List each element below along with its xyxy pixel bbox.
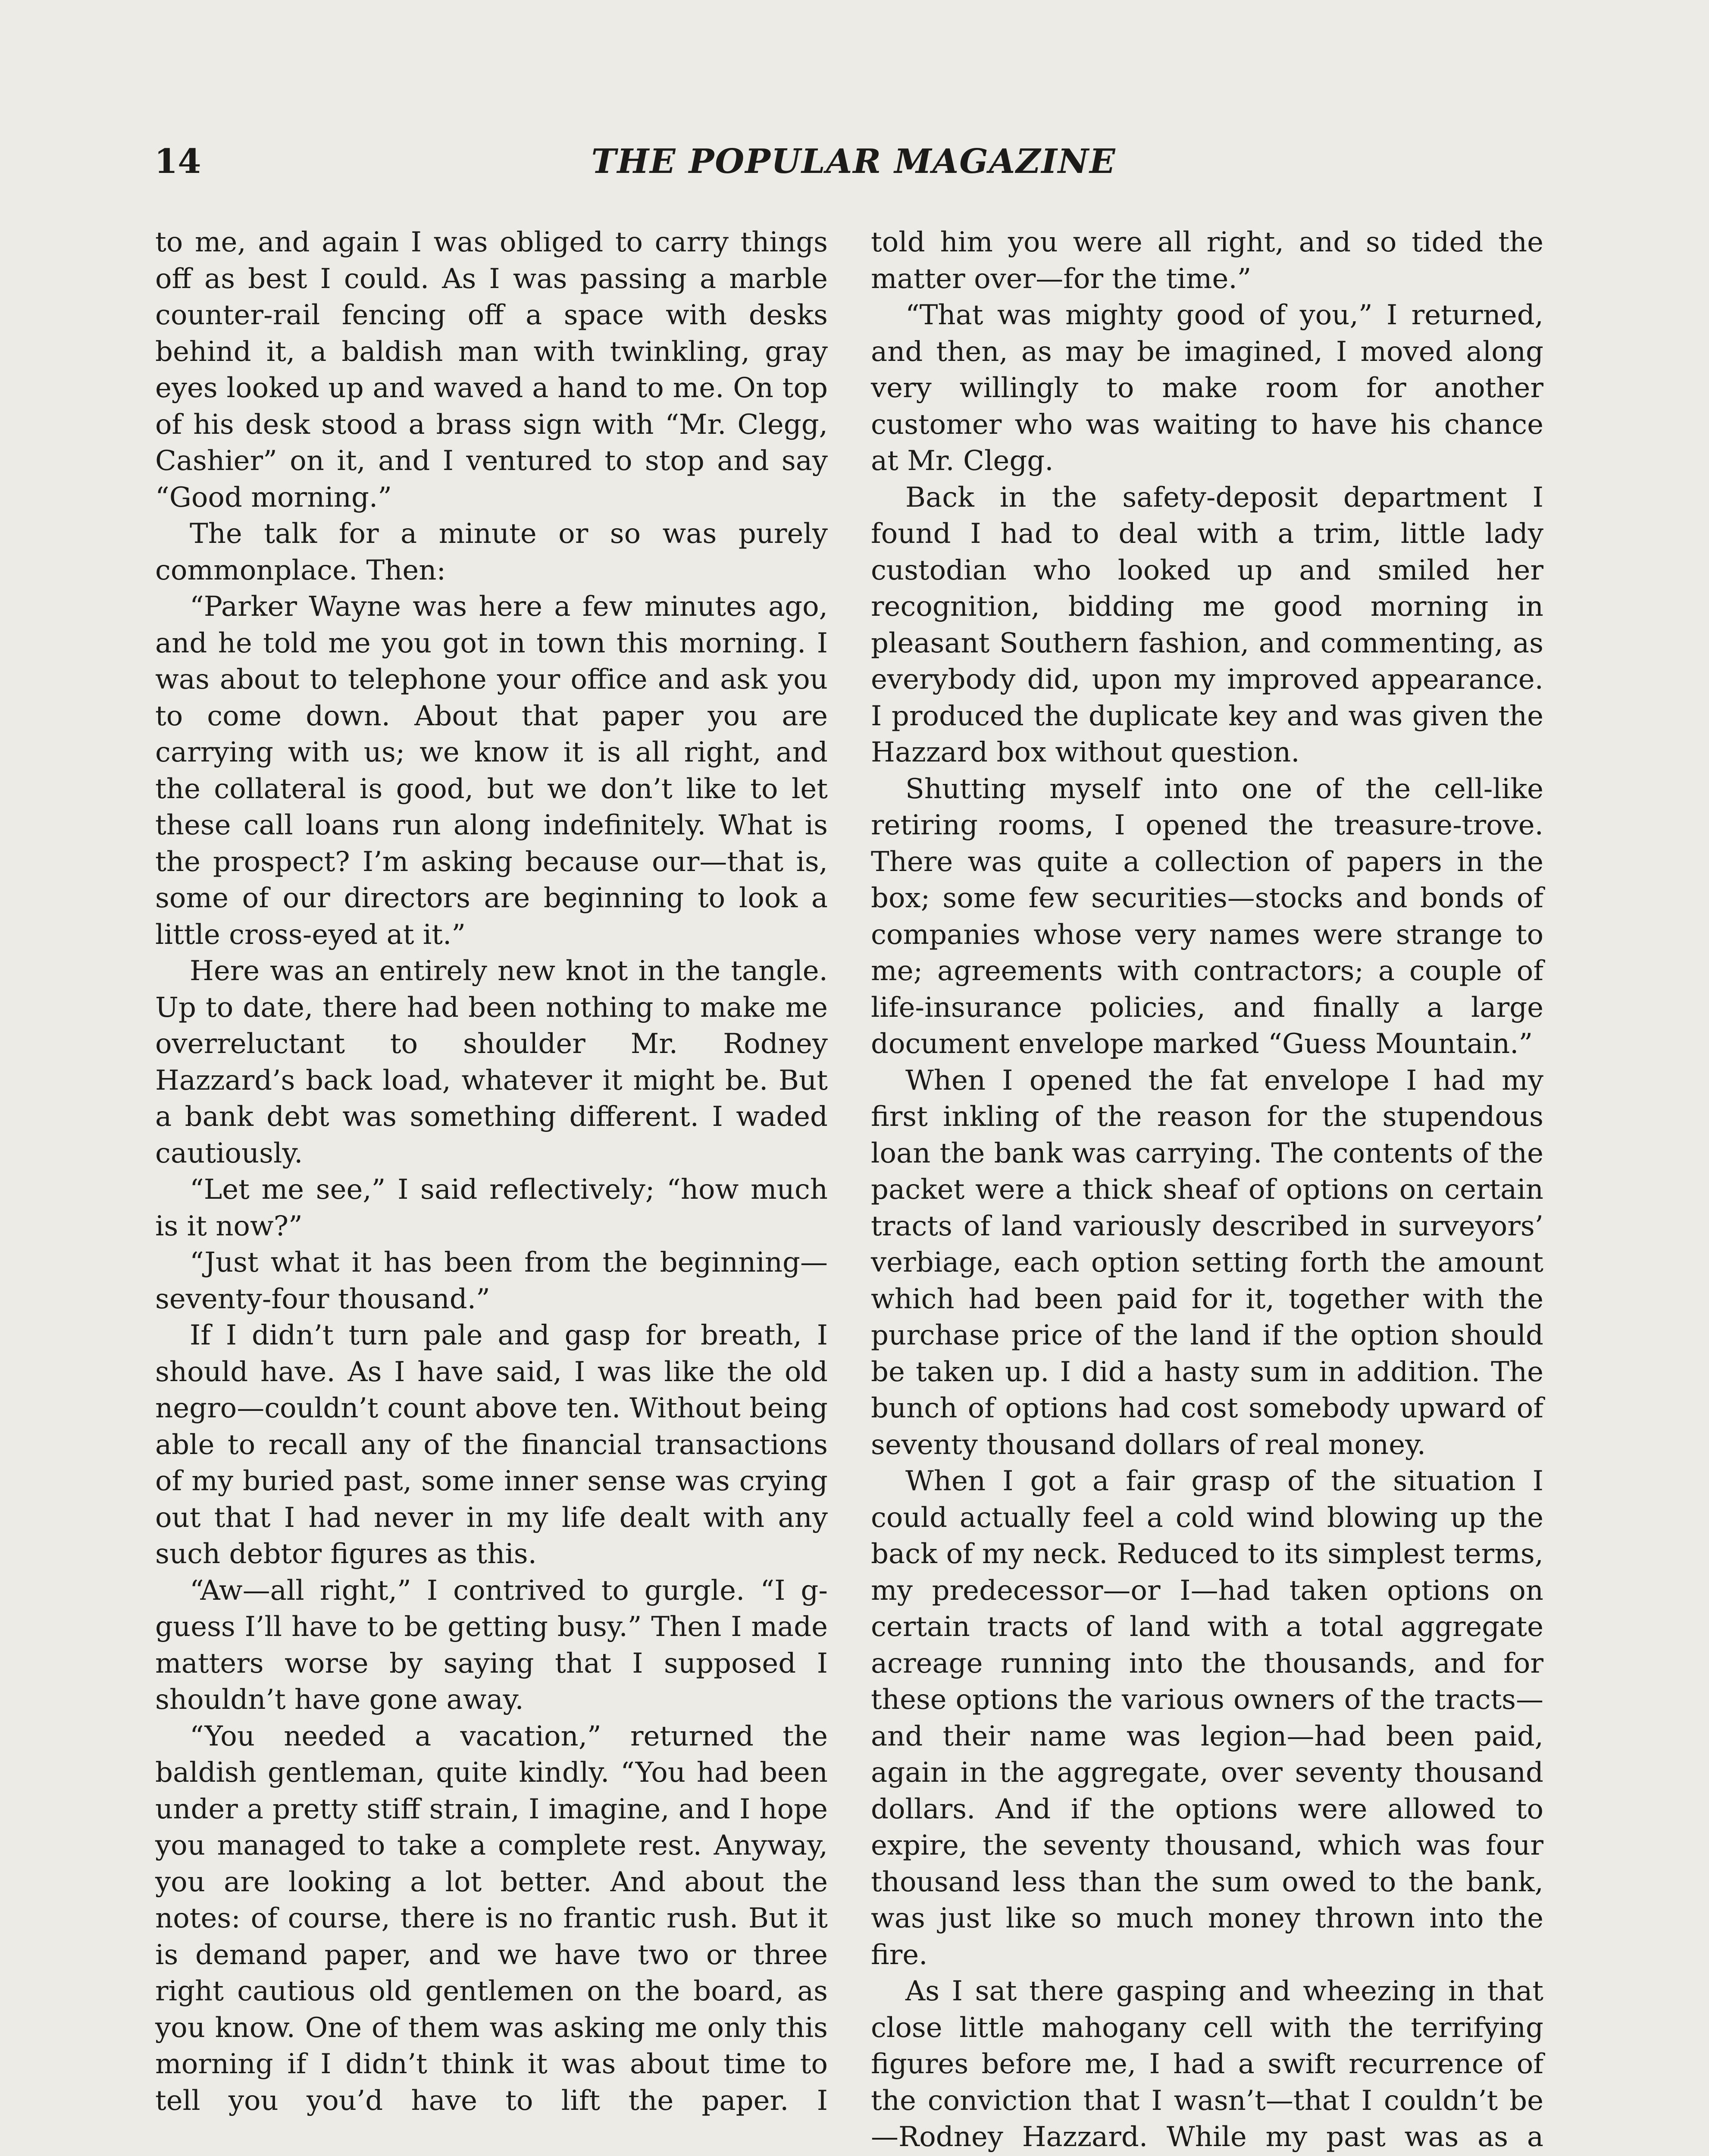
paragraph: If I didn’t turn pale and gasp for breath, I should have. As I have said, I was like the old negro—couldn’t count above ten. Without being able to recall any of the financial transactions of my buried past, some inner sense was crying out that I had never in my life dealt with any such debtor figures as this.: [155, 1319, 828, 1570]
paragraph: “That was mighty good of you,” I returned, and then, as may be imagined, I moved along very willingly to make room for another customer who was waiting to have his chance at Mr. Clegg.: [871, 299, 1543, 477]
paragraph: As I sat there gasping and wheezing in that close little mahogany cell with the terrifying figures before me, I had a swift recurrence of the conviction that I wasn’t—that I couldn’t be—Rodney Hazzard. While my past was as a: [871, 1975, 1543, 2153]
paragraph: The talk for a minute or so was purely commonplace. Then:: [155, 518, 828, 586]
paragraph: “Let me see,” I said reflectively; “how much is it now?”: [155, 1174, 828, 1242]
right-column: [871, 224, 1543, 2156]
paragraph: told him you were all right, and so tided the matter over—for the time.”: [871, 226, 1543, 295]
left-column: [155, 224, 828, 2119]
paragraph: “Aw—all right,” I contrived to gurgle. “I g-guess I’ll have to be getting busy.” Then I made matters worse by saying that I supposed I shouldn’t have gone away.: [155, 1574, 828, 1716]
running-head: THE POPULAR MAGAZINE: [591, 142, 1116, 181]
paragraph: When I opened the fat envelope I had my first inkling of the reason for the stupendous loan the bank was carrying. The contents of the packet were a thick sheaf of options on certain tracts of land variously described in surveyors’ verbiage, each option setting forth the amount which had been paid for it, together with the purchase price of the land if the option should be taken up. I did a hasty sum in addition. The bunch of options had cost somebody upward of seventy thousand dollars of real money.: [871, 1064, 1543, 1461]
paragraph: Back in the safety-deposit department I found I had to deal with a trim, little lady custodian who looked up and smiled her recognition, bidding me good morning in pleasant Southern fashion, and commenting, as everybody did, upon my improved appearance. I produced the duplicate key and was given the Hazzard box without question.: [871, 481, 1543, 768]
paragraph: “Parker Wayne was here a few minutes ago, and he told me you got in town this morning. I was about to telephone your office and ask you to come down. About that paper you are carrying with us; we know it is all right, and the collateral is good, but we don’t like to let these call loans run along indefinitely. What is the prospect? I’m asking because our—that is, some of our directors are beginning to look a little cross-eyed at it.”: [155, 591, 828, 951]
paragraph: When I got a fair grasp of the situation I could actually feel a cold wind blowing up the back of my neck. Reduced to its simplest terms, my predecessor—or I—had taken options on certain tracts of land with a total aggregate acreage running into the thousands, and for these options the various owners of the tracts—and their name was legion—had been paid, again in the aggregate, over seventy thousand dollars. And if the options were allowed to expire, the seventy thousand, which was four thousand less than the sum owed to the bank, was just like so much money thrown into the fire.: [871, 1465, 1543, 1971]
paragraph: Shutting myself into one of the cell-like retiring rooms, I opened the treasure-trove. There was quite a collection of papers in the box; some few securities—stocks and bonds of companies whose very names were strange to me; agreements with contractors; a couple of life-insurance policies, and finally a large document envelope marked “Guess Mountain.”: [871, 773, 1543, 1060]
paragraph: to me, and again I was obliged to carry things off as best I could. As I was passing a marble counter-rail fencing off a space with desks behind it, a baldish man with twinkling, gray eyes looked up and waved a hand to me. On top of his desk stood a brass sign with “Mr. Clegg, Cashier” on it, and I ventured to stop and say “Good morning.”: [155, 226, 828, 514]
page-number: 14: [154, 142, 201, 181]
paragraph: “You needed a vacation,” returned the baldish gentleman, quite kindly. “You had been under a pretty stiff strain, I imagine, and I hope you managed to take a complete rest. Anyway, you are looking a lot better. And about the notes: of course, there is no frantic rush. But it is demand paper, and we have two or three right cautious old gentlemen on the board, as you know. One of them was asking me only this morning if I didn’t think it was about time to tell you you’d have to lift the paper. I: [155, 1720, 828, 2117]
paragraph: “Just what it has been from the beginning—seventy-four thousand.”: [155, 1247, 828, 1315]
paragraph: Here was an entirely new knot in the tangle. Up to date, there had been nothing to make me overreluctant to shoulder Mr. Rodney Hazzard’s back load, whatever it might be. But a bank debt was something different. I waded cautiously.: [155, 955, 828, 1169]
